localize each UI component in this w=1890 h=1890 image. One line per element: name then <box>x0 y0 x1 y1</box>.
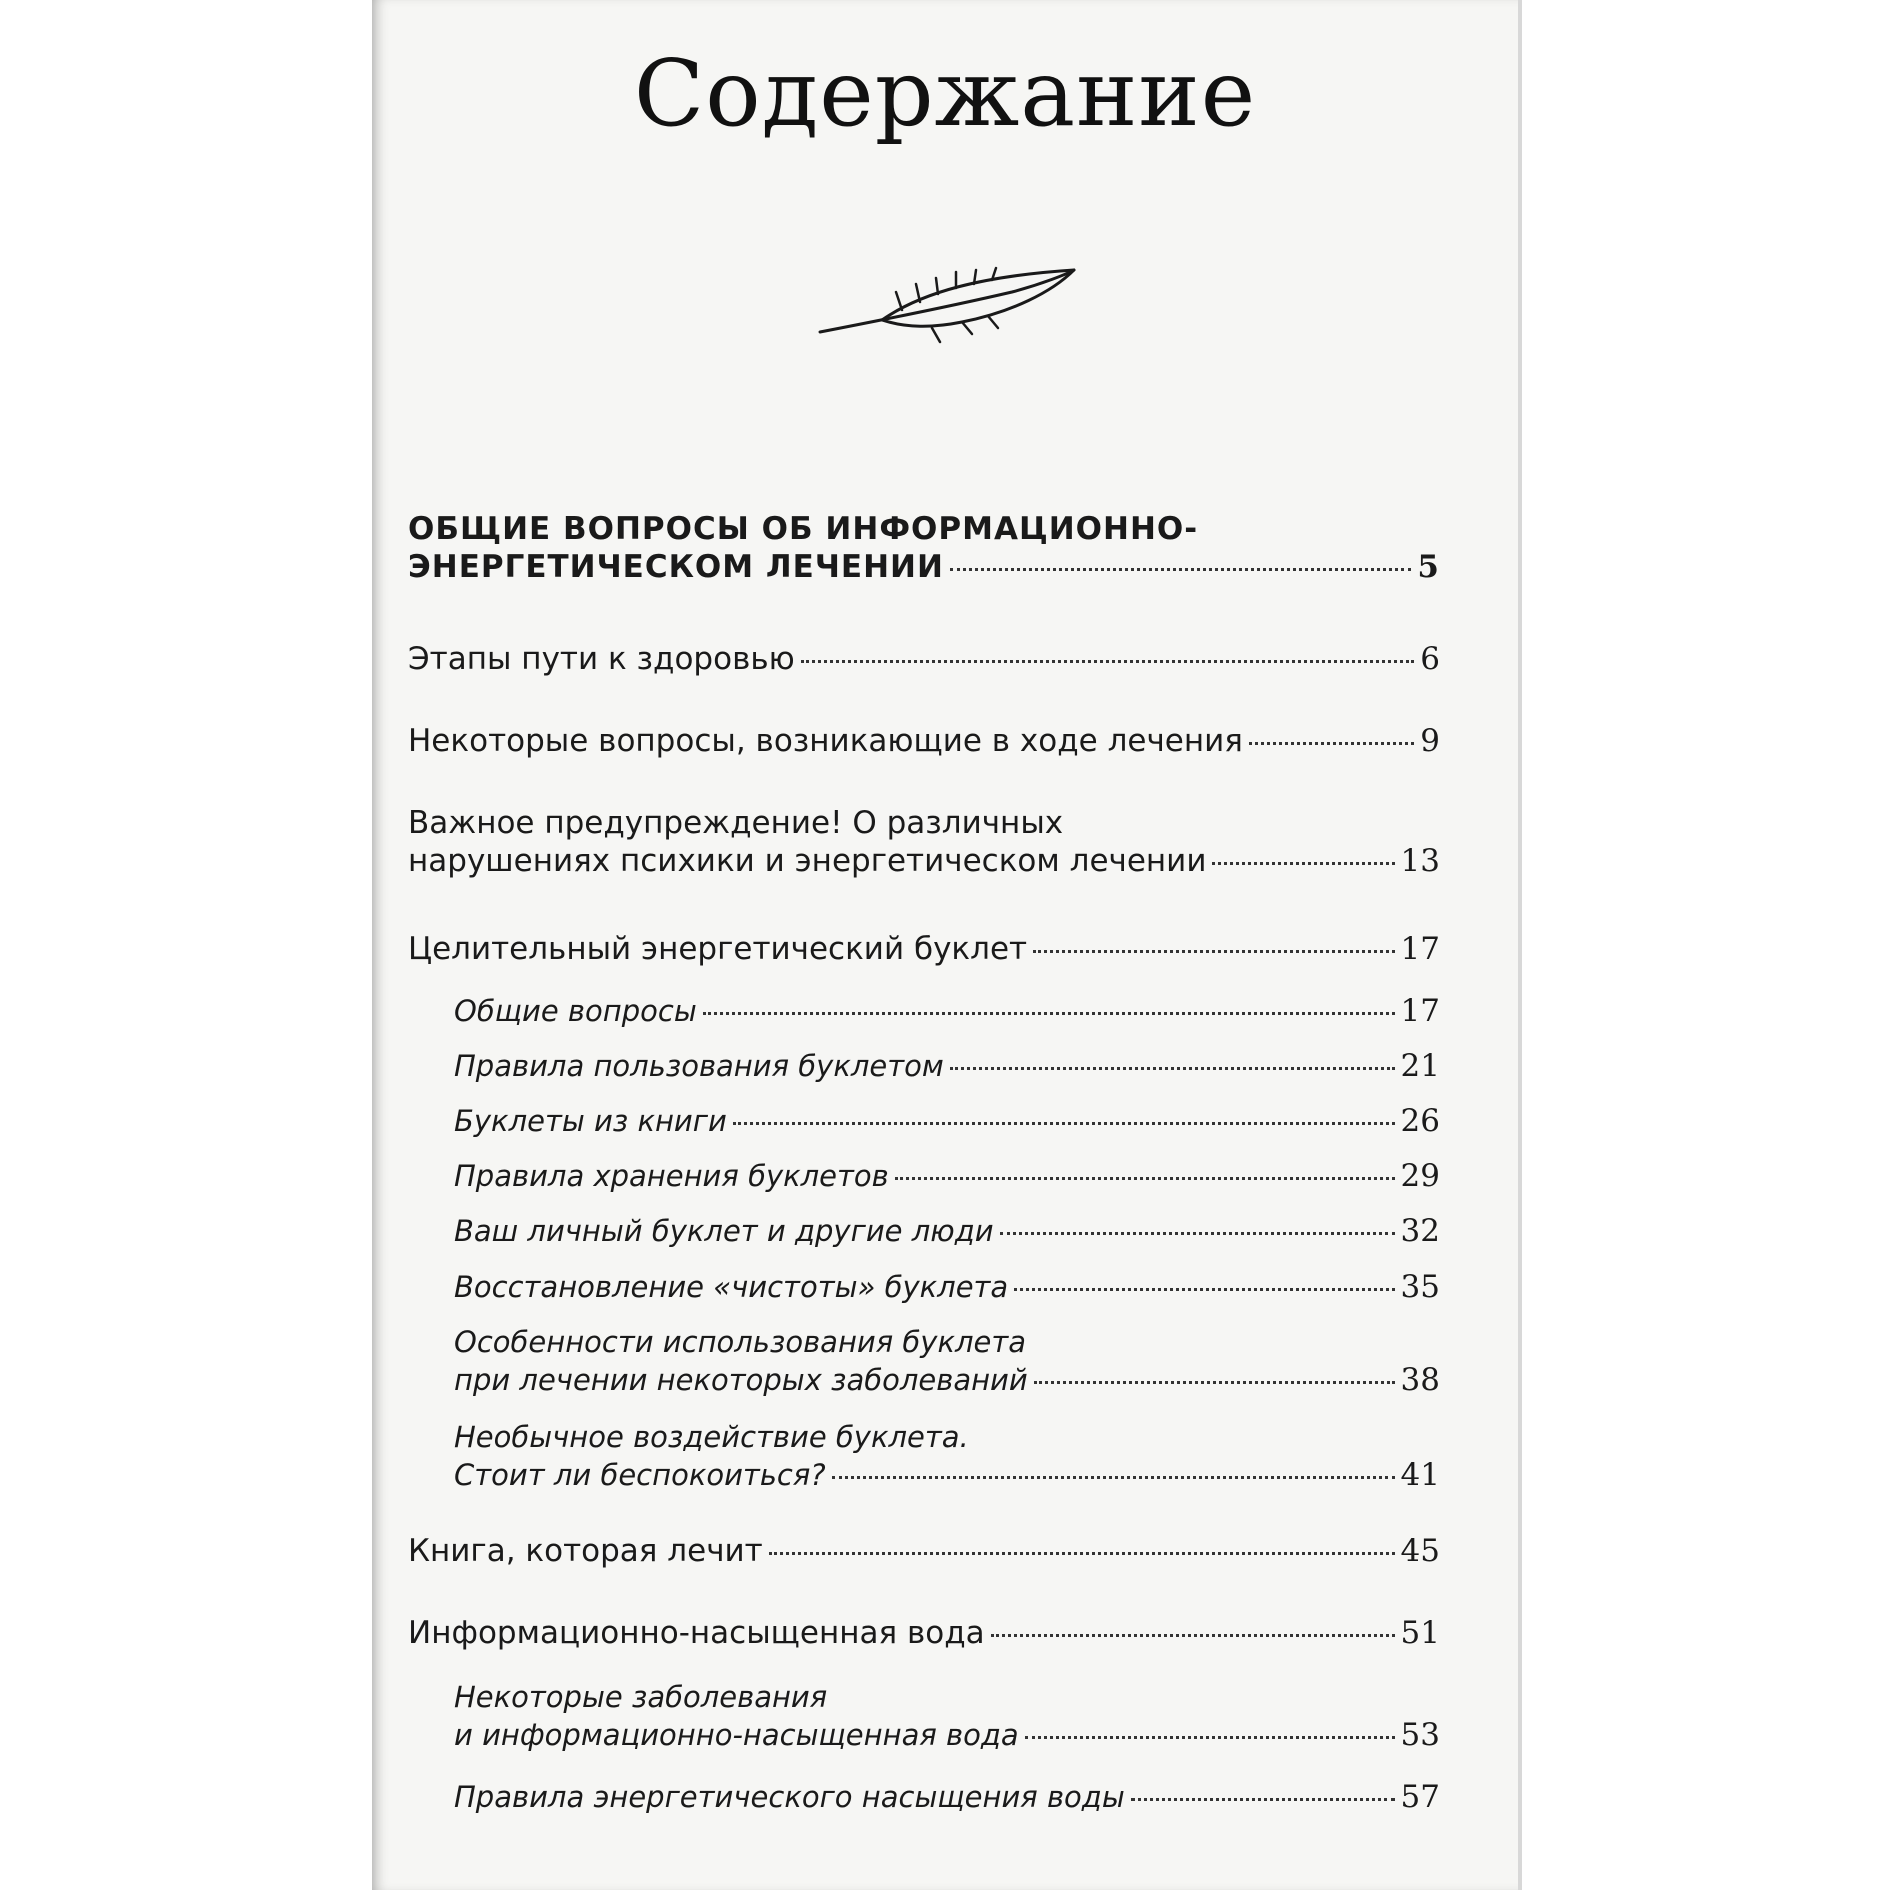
toc-page-number: 5 <box>1417 549 1440 585</box>
toc-entry[interactable] <box>408 510 1440 586</box>
leader-dots <box>1131 1798 1395 1801</box>
toc-subentry[interactable] <box>454 1678 1440 1754</box>
toc-entry[interactable] <box>408 1614 1440 1652</box>
leader-dots <box>1014 1288 1394 1291</box>
toc-page-number: 32 <box>1400 1213 1440 1249</box>
toc-entry-title: при лечении некоторых заболеваний <box>454 1363 1028 1397</box>
leader-dots <box>703 1012 1395 1015</box>
toc-subentry[interactable] <box>454 1212 1440 1250</box>
toc-page-number: 41 <box>1400 1457 1440 1493</box>
toc-entry-title: Важное предупреждение! О различных <box>408 805 1064 841</box>
toc-page-number: 13 <box>1400 843 1440 879</box>
toc-entry-title: Правила энергетического насыщения воды <box>454 1780 1125 1814</box>
toc-entry[interactable] <box>408 640 1440 678</box>
leader-dots <box>1249 742 1414 745</box>
toc-entry-title: ЭНЕРГЕТИЧЕСКОМ ЛЕЧЕНИИ <box>408 549 944 585</box>
toc-entry-title: и информационно-насыщенная вода <box>454 1718 1019 1752</box>
toc-entry-title: Ваш личный буклет и другие люди <box>454 1214 994 1248</box>
leader-dots <box>769 1552 1395 1555</box>
toc-page-number: 29 <box>1400 1158 1440 1194</box>
toc-subentry[interactable] <box>454 1102 1440 1140</box>
toc-entry[interactable] <box>408 804 1440 880</box>
toc-entry-title: Восстановление «чистоты» буклета <box>454 1270 1009 1304</box>
leader-dots <box>733 1122 1395 1125</box>
toc-subentry[interactable] <box>454 1268 1440 1306</box>
toc-page-number: 38 <box>1400 1362 1440 1398</box>
toc-entry[interactable] <box>408 930 1440 968</box>
toc-page-number: 45 <box>1400 1533 1440 1569</box>
leader-dots <box>1033 950 1394 953</box>
toc-entry-title: Некоторые заболевания <box>454 1680 828 1714</box>
toc-entry-title: Целительный энергетический буклет <box>408 931 1028 967</box>
leader-dots <box>832 1476 1395 1479</box>
toc-subentry[interactable] <box>454 1157 1440 1195</box>
toc-entry-title: Необычное воздействие буклета. <box>454 1420 969 1454</box>
toc-page-number: 26 <box>1400 1103 1440 1139</box>
toc-entry-title: Правила пользования буклетом <box>454 1049 944 1083</box>
toc-page-number: 17 <box>1400 993 1440 1029</box>
toc-entry-title: Книга, которая лечит <box>408 1533 763 1569</box>
toc-entry-title: ОБЩИЕ ВОПРОСЫ ОБ ИНФОРМАЦИОННО- <box>408 511 1199 547</box>
toc-subentry[interactable] <box>454 1323 1440 1399</box>
toc-page-number: 57 <box>1400 1779 1440 1815</box>
leader-dots <box>1025 1736 1395 1739</box>
toc-page-number: 9 <box>1420 723 1440 759</box>
toc-entry-title: нарушениях психики и энергетическом лечении <box>408 843 1207 879</box>
toc-entry-title: Этапы пути к здоровью <box>408 641 795 677</box>
toc-entry-title: Буклеты из книги <box>454 1104 727 1138</box>
leader-dots <box>895 1177 1395 1180</box>
page-title: Содержание <box>633 40 1257 147</box>
toc-page-number: 21 <box>1400 1048 1440 1084</box>
toc-page-number: 17 <box>1400 931 1440 967</box>
toc-page-number: 35 <box>1400 1269 1440 1305</box>
toc-entry-title: Информационно-насыщенная вода <box>408 1615 985 1651</box>
toc-entry[interactable] <box>408 1532 1440 1570</box>
toc-page-number: 53 <box>1400 1717 1440 1753</box>
toc-page-number: 51 <box>1400 1615 1440 1651</box>
toc-entry[interactable] <box>408 722 1440 760</box>
scan-background <box>0 0 372 1890</box>
leader-dots <box>801 660 1415 663</box>
book-page <box>372 0 1518 1890</box>
leader-dots <box>950 568 1412 571</box>
toc-subentry[interactable] <box>454 1047 1440 1085</box>
leader-dots <box>950 1067 1395 1070</box>
toc-entry-title: Особенности использования буклета <box>454 1325 1027 1359</box>
toc-subentry[interactable] <box>454 992 1440 1030</box>
toc-entry-title: Правила хранения буклетов <box>454 1159 889 1193</box>
page-edge <box>1518 0 1522 1890</box>
toc-entry-title: Общие вопросы <box>454 994 697 1028</box>
toc-subentry[interactable] <box>454 1778 1440 1816</box>
toc-entry-title: Некоторые вопросы, возникающие в ходе лечения <box>408 723 1243 759</box>
leader-dots <box>1034 1381 1395 1384</box>
leader-dots <box>991 1634 1395 1637</box>
leader-dots <box>1000 1232 1395 1235</box>
toc-subentry[interactable] <box>454 1418 1440 1494</box>
toc-page-number: 6 <box>1420 641 1440 677</box>
feather-icon <box>812 262 1082 352</box>
toc-entry-title: Стоит ли беспокоиться? <box>454 1458 826 1492</box>
leader-dots <box>1212 862 1394 865</box>
